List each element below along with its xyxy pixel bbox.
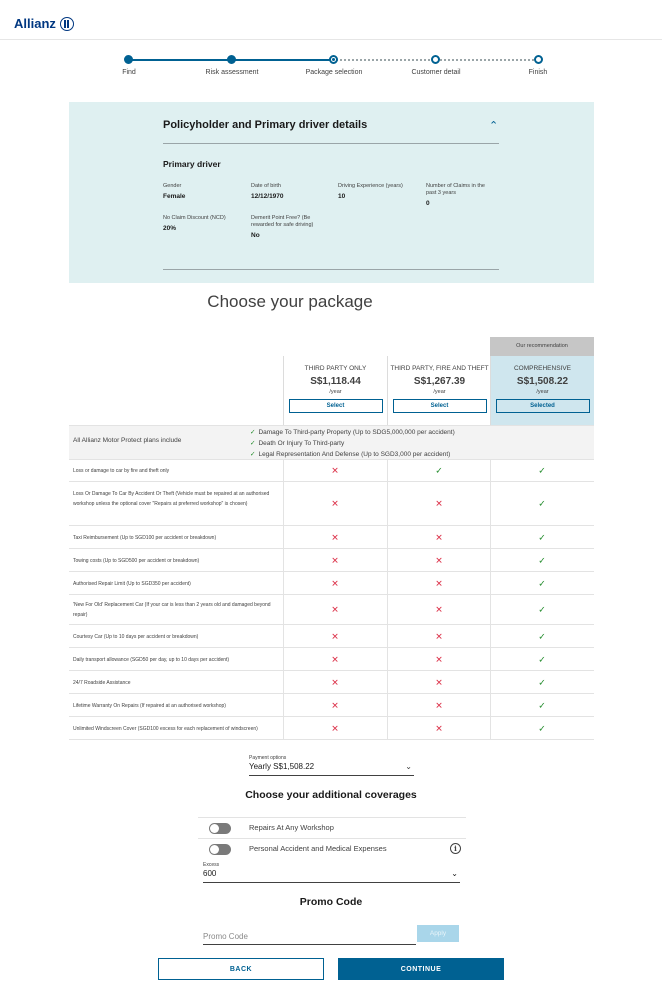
- cross-icon: ✕: [331, 578, 339, 588]
- field-value: 10: [338, 193, 346, 200]
- plan-price: S$1,508.22: [516, 376, 569, 387]
- cross-icon: ✕: [331, 604, 339, 615]
- column-divider: [283, 460, 284, 481]
- field-ncd: [163, 215, 243, 232]
- cross-icon: ✕: [331, 700, 339, 710]
- feature-label: Towing costs (Up to SGD500 per accident or breakdown): [73, 557, 200, 564]
- field-value: 12/12/1970: [251, 193, 284, 200]
- included-item: ✓ Damage To Third-party Property (Up to SDG5,000,000 per accident): [250, 429, 455, 436]
- feature-row: [69, 525, 594, 548]
- column-divider: [283, 482, 284, 525]
- policyholder-panel: [69, 102, 594, 283]
- column-divider: [387, 460, 388, 481]
- info-icon[interactable]: i: [450, 843, 461, 854]
- column-divider: [283, 526, 284, 548]
- check-icon: ✓: [538, 677, 546, 687]
- coverage-label: Repairs At Any Workshop: [249, 823, 334, 832]
- column-divider: [490, 572, 491, 594]
- cross-icon: ✕: [435, 498, 443, 509]
- check-icon: ✓: [538, 498, 546, 509]
- back-button[interactable]: BACK: [158, 958, 324, 980]
- field-value: No: [251, 232, 260, 239]
- column-divider: [387, 526, 388, 548]
- column-divider: [283, 595, 284, 624]
- check-icon: ✓: [538, 700, 546, 710]
- coverage-label: Personal Accident and Medical Expenses: [249, 844, 387, 853]
- check-icon: ✓: [435, 465, 443, 476]
- column-divider: [490, 671, 491, 693]
- field-label: Demerit Point Free? (Be rewarded for safe driving): [251, 215, 314, 228]
- feature-row: [69, 481, 594, 525]
- cross-icon: ✕: [331, 654, 339, 664]
- column-divider: [387, 671, 388, 693]
- feature-label: Taxi Reimbursement (Up to SGD100 per accident or breakdown): [73, 534, 217, 541]
- feature-label: Authorised Repair Limit (Up to SGD350 per accident): [73, 580, 191, 587]
- column-divider: [283, 549, 284, 571]
- policy-divider-top: [163, 143, 499, 144]
- field-label: Number of Claims in the past 3 years: [426, 183, 485, 196]
- payment-options-value: Yearly S$1,508.22: [249, 762, 315, 771]
- field-label: No Claim Discount (NCD): [163, 215, 226, 221]
- cross-icon: ✕: [331, 723, 339, 733]
- allianz-logo-icon: [60, 17, 74, 31]
- step-label-customer: Customer detail: [411, 69, 461, 76]
- plan-name: COMPREHENSIVE: [513, 365, 572, 372]
- excess-label: Excess: [203, 862, 220, 868]
- feature-label: Lifetime Warranty On Repairs (If repaired at an authorised workshop): [73, 702, 226, 709]
- additional-coverages-title: Choose your additional coverages: [245, 789, 417, 801]
- choose-package-title: Choose your package: [207, 292, 373, 311]
- check-icon: ✓: [538, 654, 546, 664]
- column-divider: [387, 549, 388, 571]
- column-divider: [283, 572, 284, 594]
- payment-options-select[interactable]: [249, 762, 414, 776]
- cross-icon: ✕: [435, 604, 443, 615]
- recommendation-badge: Our recommendation: [490, 337, 594, 356]
- column-divider: [490, 595, 491, 624]
- column-divider: [490, 625, 491, 647]
- check-icon: ✓: [538, 555, 546, 565]
- coverage-repairs-any-workshop: [198, 817, 466, 838]
- field-claims: [426, 183, 496, 207]
- column-divider: [490, 526, 491, 548]
- excess-value: 600: [203, 869, 217, 878]
- column-divider: [490, 648, 491, 670]
- top-bar: [0, 0, 662, 40]
- field-demerit: [251, 215, 323, 239]
- column-divider: [283, 694, 284, 716]
- payment-options-label: Payment options: [249, 755, 287, 761]
- column-divider: [490, 460, 491, 481]
- plan-column-third-party: [283, 356, 387, 425]
- included-list: [250, 427, 455, 460]
- feature-label: 24/7 Roadside Assistance: [73, 679, 131, 686]
- select-comprehensive-button[interactable]: Selected: [496, 399, 590, 413]
- step-label-package: Package selection: [305, 69, 363, 76]
- cross-icon: ✕: [435, 555, 443, 565]
- feature-row: [69, 548, 594, 571]
- feature-label: 'New For Old' Replacement Car (If your car is less than 2 years old and damaged beyond repair): [73, 602, 271, 618]
- feature-row: [69, 594, 594, 624]
- included-item: ✓ Legal Representation And Defense (Up to SGD3,000 per accident): [250, 451, 451, 458]
- cross-icon: ✕: [435, 677, 443, 687]
- primary-driver-heading: Primary driver: [163, 159, 221, 169]
- cross-icon: ✕: [435, 631, 443, 641]
- select-third-party-button[interactable]: Select: [289, 399, 383, 413]
- column-divider: [490, 482, 491, 525]
- feature-row: [69, 647, 594, 670]
- check-icon: ✓: [538, 465, 546, 476]
- step-dot-find: [124, 55, 133, 64]
- promo-code-title: Promo Code: [299, 896, 363, 908]
- field-gender: [163, 183, 243, 200]
- feature-row: [69, 670, 594, 693]
- cross-icon: ✕: [331, 555, 339, 565]
- check-icon: ✓: [538, 604, 546, 615]
- excess-select[interactable]: [203, 869, 460, 883]
- column-divider: [387, 625, 388, 647]
- check-icon: ✓: [538, 631, 546, 641]
- allianz-logo[interactable]: [14, 16, 74, 31]
- chevron-down-icon: ⌄: [451, 869, 458, 878]
- column-divider: [283, 625, 284, 647]
- included-title: All Allianz Motor Protect plans include: [73, 437, 182, 444]
- feature-label: Loss Or Damage To Car By Accident Or Theft (Vehicle must be repaired at an authorised workshop unless the optional cover "Repairs at preferred workshop" is chosen): [73, 491, 270, 507]
- repairs-any-workshop-toggle[interactable]: [209, 823, 231, 834]
- brand-name: Allianz: [14, 16, 56, 31]
- plan-name: THIRD PARTY, FIRE AND THEFT: [390, 365, 489, 372]
- field-value: 0: [426, 200, 430, 207]
- column-divider: [283, 648, 284, 670]
- plan-column-comprehensive: [490, 356, 594, 425]
- chevron-up-icon[interactable]: ⌃: [489, 120, 499, 132]
- column-divider: [387, 648, 388, 670]
- cross-icon: ✕: [435, 654, 443, 664]
- policy-divider-bottom: [163, 269, 499, 270]
- cross-icon: ✕: [331, 631, 339, 641]
- column-divider: [387, 482, 388, 525]
- column-divider: [490, 549, 491, 571]
- column-divider: [387, 694, 388, 716]
- cross-icon: ✕: [331, 498, 339, 509]
- apply-promo-button[interactable]: Apply: [417, 925, 459, 942]
- field-dob: [251, 183, 331, 200]
- step-dot-risk: [227, 55, 236, 64]
- coverage-personal-accident: [198, 838, 466, 859]
- field-label: Driving Experience (years): [338, 183, 403, 189]
- step-dot-customer: [431, 55, 440, 64]
- feature-row: [69, 716, 594, 739]
- cross-icon: ✕: [331, 677, 339, 687]
- feature-label: Unlimited Windscreen Cover (SGD100 excess for each replacement of windscreen): [73, 725, 258, 732]
- included-row: [69, 425, 594, 459]
- step-label-find: Find: [122, 69, 136, 76]
- column-divider: [283, 671, 284, 693]
- check-icon: ✓: [250, 440, 256, 447]
- field-driving-experience: [338, 183, 418, 200]
- personal-accident-toggle[interactable]: [209, 844, 231, 855]
- plan-price: S$1,267.39: [413, 376, 466, 387]
- step-dot-finish: [534, 55, 543, 64]
- feature-row: [69, 693, 594, 716]
- check-icon: ✓: [250, 451, 256, 458]
- step-label-finish: Finish: [528, 69, 548, 76]
- check-icon: ✓: [538, 578, 546, 588]
- cross-icon: ✕: [435, 578, 443, 588]
- feature-label: Courtesy Car (Up to 10 days per accident or breakdown): [73, 633, 199, 640]
- chevron-down-icon: ⌄: [405, 762, 412, 771]
- progress-stepper: [100, 54, 570, 84]
- field-value: 20%: [163, 225, 177, 232]
- plan-column-tpft: [387, 356, 491, 425]
- cross-icon: ✕: [435, 723, 443, 733]
- feature-label: Loss or damage to car by fire and theft only: [73, 468, 170, 474]
- included-item: ✓ Death Or Injury To Third-party: [250, 440, 345, 447]
- column-divider: [490, 694, 491, 716]
- cross-icon: ✕: [435, 700, 443, 710]
- field-label: Date of birth: [251, 183, 281, 189]
- plan-period: /year: [329, 389, 342, 395]
- feature-row: [69, 624, 594, 647]
- column-divider: [387, 717, 388, 739]
- feature-label: Daily transport allowance (SGD50 per day, up to 10 days per accident): [73, 656, 230, 663]
- feature-row: [69, 571, 594, 594]
- column-divider: [387, 572, 388, 594]
- check-icon: ✓: [538, 723, 546, 733]
- field-value: Female: [163, 193, 186, 200]
- select-tpft-button[interactable]: Select: [393, 399, 487, 413]
- promo-code-input[interactable]: [203, 929, 416, 945]
- continue-button[interactable]: CONTINUE: [338, 958, 504, 980]
- plan-price: S$1,118.44: [310, 376, 361, 387]
- column-divider: [283, 717, 284, 739]
- cross-icon: ✕: [435, 532, 443, 542]
- step-dot-package: [329, 55, 338, 64]
- check-icon: ✓: [538, 532, 546, 542]
- check-icon: ✓: [250, 429, 256, 436]
- cross-icon: ✕: [331, 532, 339, 542]
- plan-period: /year: [536, 389, 549, 395]
- table-bottom-border: [69, 739, 594, 740]
- feature-row: [69, 459, 594, 481]
- column-divider: [490, 717, 491, 739]
- step-label-risk: Risk assessment: [205, 69, 259, 76]
- plan-name: THIRD PARTY ONLY: [304, 365, 367, 372]
- policy-panel-title: Policyholder and Primary driver details: [163, 119, 368, 131]
- column-divider: [387, 595, 388, 624]
- plan-period: /year: [433, 389, 446, 395]
- field-label: Gender: [163, 183, 182, 189]
- cross-icon: ✕: [331, 465, 339, 476]
